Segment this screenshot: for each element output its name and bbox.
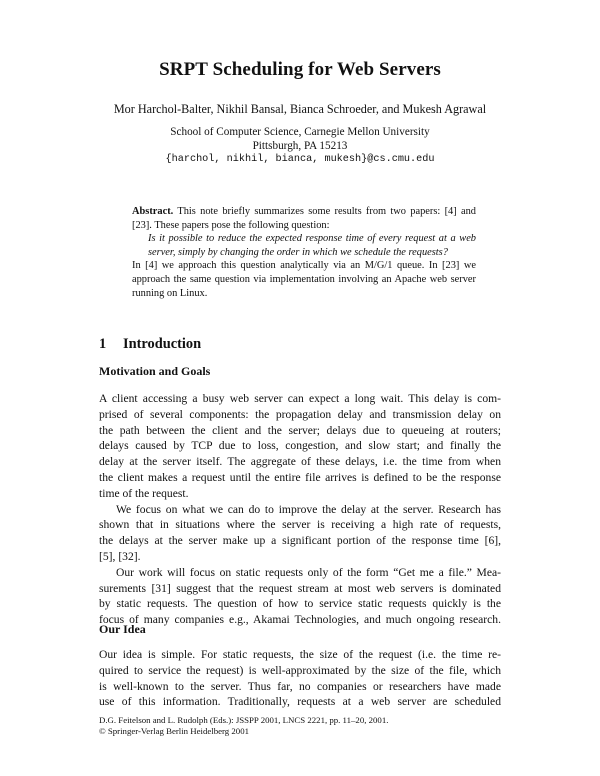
- abstract-intro: [132, 205, 476, 232]
- abstract-block: [132, 205, 476, 300]
- paper-title: SRPT Scheduling for Web Servers: [159, 59, 441, 80]
- body-line: quired to service the request) is well-approximated by the size of the file, which: [99, 663, 501, 677]
- body-line: focus of many companies e.g., Akamai Technologies, and much ongoing research.: [99, 613, 501, 627]
- motivation-body: [99, 391, 501, 628]
- body-line: Our idea is simple. For static requests, the size of the request (i.e. the time re-: [99, 648, 501, 661]
- abstract-text-2: In [4] we approach this question analytically via an M/G/1 queue. In [23] we approach the same question via implementation involving an Apache web server running on Linux.: [132, 260, 476, 299]
- body-line: prised of several components: the propagation delay and transmission delay on: [99, 407, 501, 421]
- body-line: A client accessing a busy web server can expect a long wait. This delay is com-: [99, 392, 501, 405]
- idea-body: [99, 647, 501, 710]
- body-line: surements [31] suggest that the request stream at most web servers is dominated: [99, 581, 501, 595]
- abstract-label: Abstract.: [132, 206, 174, 217]
- section-heading-introduction: [99, 336, 201, 353]
- subsection-idea-heading: Our Idea: [99, 622, 146, 636]
- body-line: the client makes a request until the entire file arrives is defined to be the response: [99, 470, 501, 484]
- body-line: time of the request.: [99, 486, 189, 500]
- affiliation-emails: {harchol, nikhil, bianca, mukesh}@cs.cmu.edu: [165, 154, 435, 165]
- body-line: use of this information. Traditionally, requests at a web server are scheduled: [99, 695, 501, 709]
- body-line: delays caused by TCP due to loss, congestion, and slow start; and finally the: [99, 439, 501, 453]
- abstract-text-1: This note briefly summarizes some results from two papers: [4] and [23]. These papers pose the following question:: [132, 206, 476, 231]
- body-line: delay at the server itself. The aggregate of these delays, i.e. the time from when: [99, 455, 501, 469]
- body-line: We focus on what we can do to improve the delay at the server. Research has: [116, 502, 501, 516]
- body-line: the delays at the server make up a significant portion of the response time [6],: [99, 534, 501, 548]
- body-line: shown that in situations where the server is receiving a high rate of requests,: [99, 518, 501, 532]
- affiliation-school: School of Computer Science, Carnegie Mellon University: [170, 126, 430, 138]
- affiliation-city: Pittsburgh, PA 15213: [252, 140, 348, 152]
- body-line: is well-known to the server. Thus far, no companies or researchers have made: [99, 679, 501, 693]
- body-line: [5], [32].: [99, 549, 141, 563]
- abstract-question: Is it possible to reduce the expected response time of every request at a web server, simply by changing the order in which we schedule the requests?: [148, 233, 476, 258]
- footer-citation: D.G. Feitelson and L. Rudolph (Eds.): JSSPP 2001, LNCS 2221, pp. 11–20, 2001.: [99, 715, 389, 725]
- page-footer: [99, 715, 388, 737]
- body-line: the path between the client and the server; delays due to queueing at routers;: [99, 423, 501, 437]
- author-list: Mor Harchol-Balter, Nikhil Bansal, Bianca Schroeder, and Mukesh Agrawal: [113, 102, 487, 116]
- body-line: Our work will focus on static requests only of the form “Get me a file.” Mea-: [116, 565, 501, 579]
- footer-copyright: © Springer-Verlag Berlin Heidelberg 2001: [99, 726, 249, 736]
- section-number: 1: [99, 336, 107, 352]
- section-title: Introduction: [123, 336, 202, 352]
- body-line: by static requests. The question of how to service static requests quickly is the: [99, 597, 501, 611]
- subsection-motivation-heading: Motivation and Goals: [99, 364, 211, 378]
